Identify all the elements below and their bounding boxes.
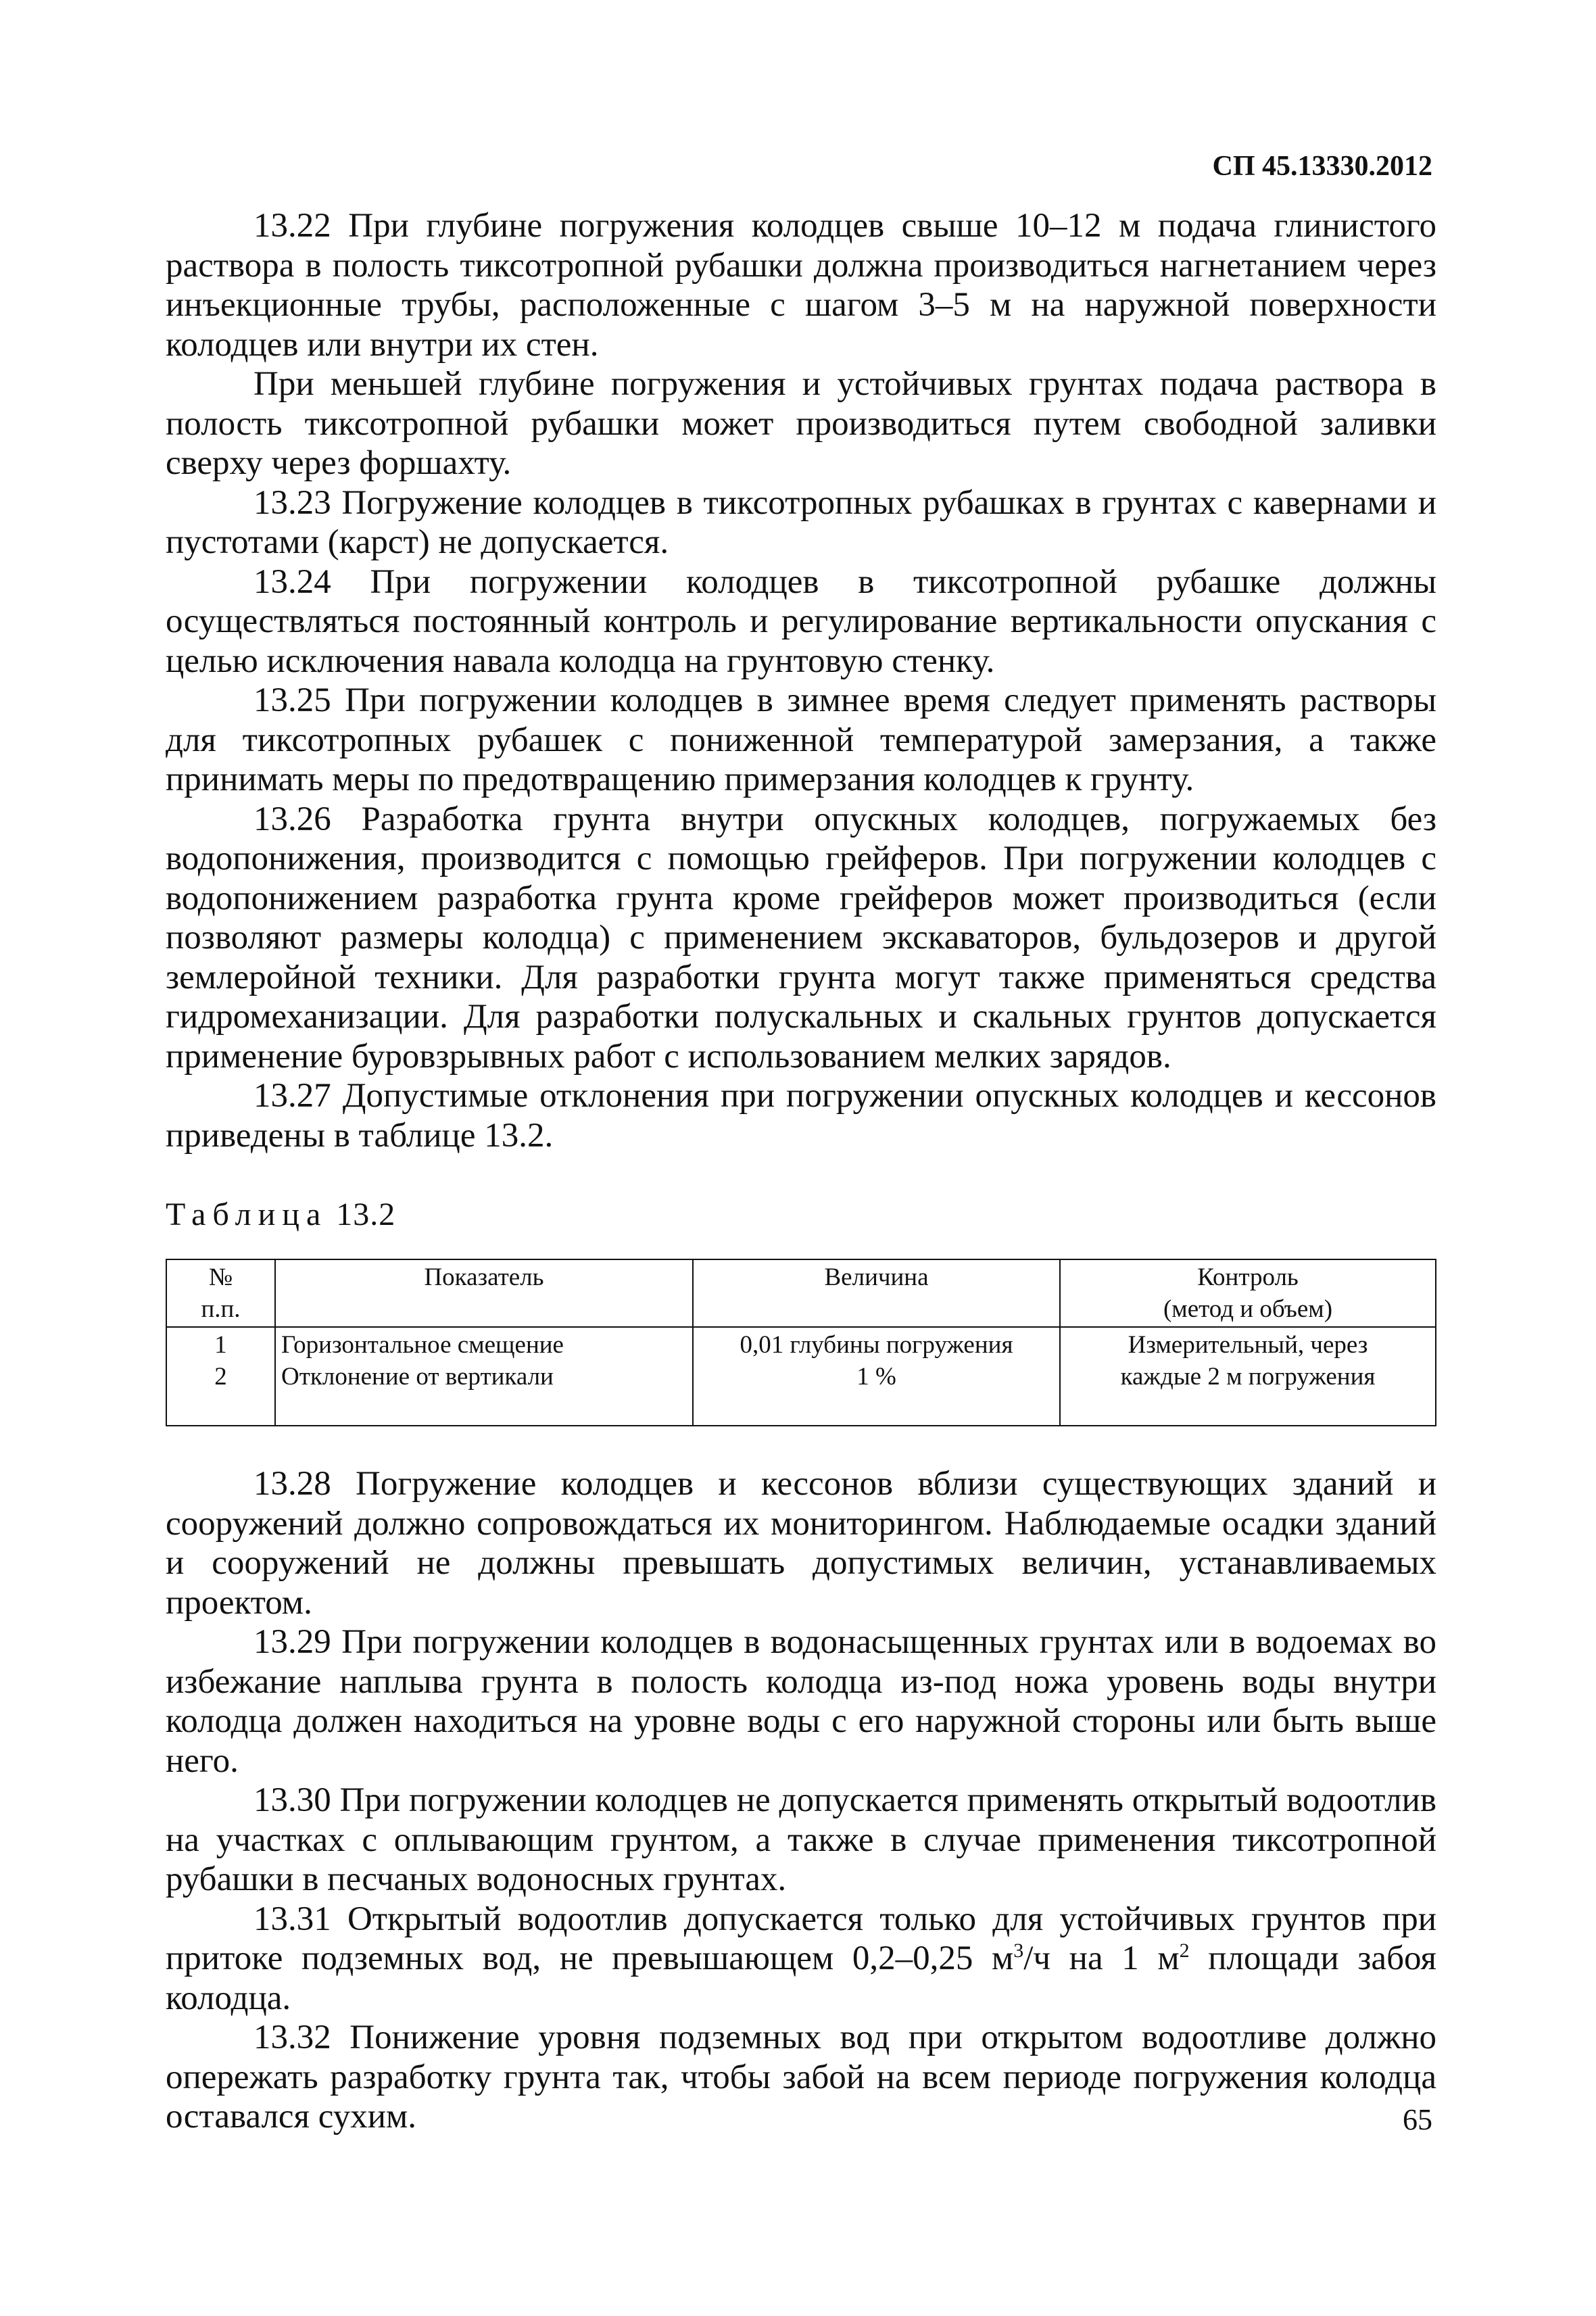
paragraphs-after-table: [166, 1464, 1436, 2137]
paragraph-13-32: 13.32 Понижение уровня подземных вод при открытом водоотливе должно опережать разработку грунта так, чтобы забой на всем периоде погружения колодца оставался сухим.: [166, 2019, 1436, 2136]
cell-num: 1 2: [166, 1327, 275, 1426]
paragraph-13-30: 13.30 При погружении колодцев не допускается применять открытый водоотлив на участках с оплывающим грунтом, а также в случае применения тиксотропной рубашки в песчаных водоносных грунтах.: [166, 1781, 1436, 1898]
page-number: 65: [1403, 2103, 1432, 2136]
header-value: Величина: [693, 1259, 1060, 1327]
paragraph-13-22: 13.22 При глубине погружения колодцев свыше 10–12 м подача глинистого раствора в полость тиксотропной рубашки должна производиться нагнетанием через инъекционные трубы, расположенные с шагом 3–5 м на наружной поверхности колодцев или внутри их стен.: [166, 207, 1436, 364]
tolerance-table: [166, 1259, 1436, 1426]
paragraph-13-27: 13.27 Допустимые отклонения при погружении опускных колодцев и кессонов приведены в таблице 13.2.: [166, 1077, 1436, 1155]
cell-value: 0,01 глубины погружения 1 %: [693, 1327, 1060, 1426]
document-code: СП 45.13330.2012: [1212, 151, 1432, 182]
paragraph-13-25: 13.25 При погружении колодцев в зимнее время следует применять растворы для тиксотропных рубашек с пониженной температурой замерзания, а также принимать меры по предотвращению примерзания колодцев к грунту.: [166, 681, 1436, 798]
header-num: № п.п.: [166, 1259, 275, 1327]
paragraph-13-24: 13.24 При погружении колодцев в тиксотропной рубашке должны осуществляться постоянный контроль и регулирование вертикальности опускания с целью исключения навала колодца на грунтовую стенку.: [166, 562, 1436, 680]
table-caption-number: 13.2: [336, 1197, 396, 1232]
page-content: [166, 206, 1436, 2137]
cell-control: Измерительный, через каждые 2 м погружения: [1060, 1327, 1436, 1426]
paragraph-13-29: 13.29 При погружении колодцев в водонасыщенных грунтах или в водоемах во избежание наплыва грунта в полость колодца из-под ножа уровень воды внутри колодца должен находиться на уровне воды с его наружной стороны или быть выше него.: [166, 1623, 1436, 1780]
paragraph-13-31: 13.31 Открытый водоотлив допускается только для устойчивых грунтов при притоке подземных вод, не превышающем 0,2–0,25 $м^3/ч$ на 1 $м^2$ площади забоя колодца.: [166, 1900, 1436, 2017]
table-caption: [166, 1196, 1436, 1233]
cell-indicator: Горизонтальное смещение Отклонение от вертикали: [275, 1327, 693, 1426]
paragraph-13-26: 13.26 Разработка грунта внутри опускных колодцев, погружаемых без водопонижения, производится с помощью грейферов. При погружении колодцев с водопонижением разработка грунта кроме грейферов может производиться (если позволяют размеры колодца) с применением экскаваторов, бульдозеров и другой землеройной техники. Для разработки грунта могут также применяться средства гидромеханизации. Для разработки полускальных и скальных грунтов допускается применение буровзрывных работ с использованием мелких зарядов.: [166, 800, 1436, 1076]
table-header-row: [166, 1259, 1436, 1327]
paragraph-13-28: 13.28 Погружение колодцев и кессонов вблизи существующих зданий и сооружений должно сопровождаться их мониторингом. Наблюдаемые осадки зданий и сооружений не должны превышать допустимых величин, устанавливаемых проектом.: [166, 1465, 1436, 1622]
table-caption-word: Таблица: [166, 1197, 328, 1232]
table-row: [166, 1327, 1436, 1426]
paragraph-13-22-cont: При меньшей глубине погружения и устойчивых грунтах подача раствора в полость тиксотропной рубашки может производиться путем свободной заливки сверху через форшахту.: [166, 365, 1436, 482]
header-control: Контроль (метод и объем): [1060, 1259, 1436, 1327]
header-indicator: Показатель: [275, 1259, 693, 1327]
paragraph-13-23: 13.23 Погружение колодцев в тиксотропных рубашках в грунтах с кавернами и пустотами (карст) не допускается.: [166, 483, 1436, 561]
